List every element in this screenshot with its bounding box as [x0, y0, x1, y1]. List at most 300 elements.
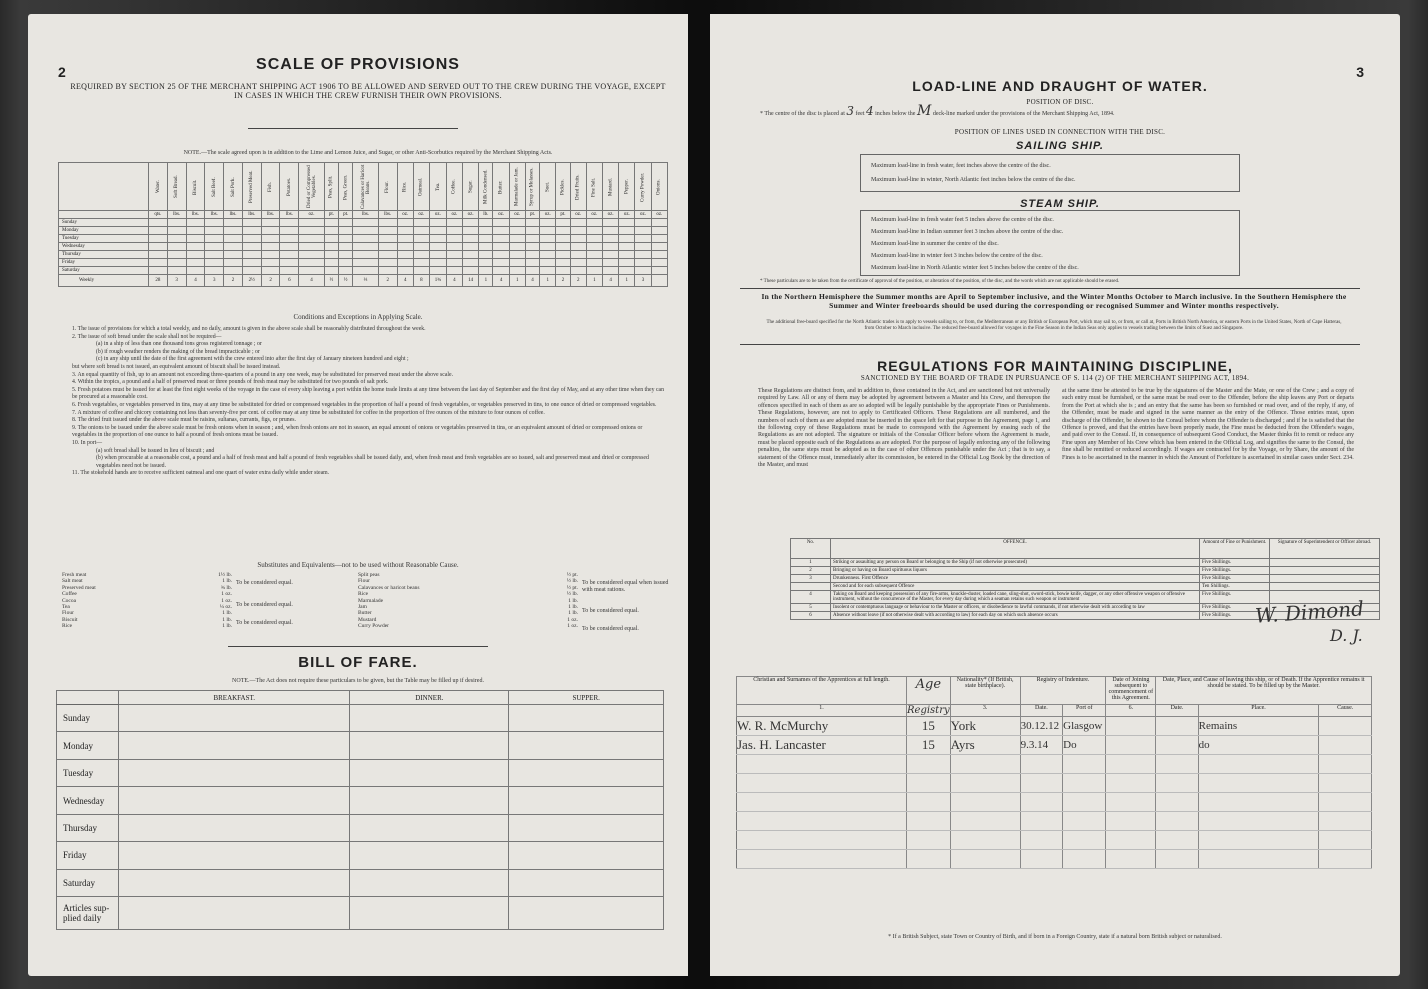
prov-cell	[570, 259, 586, 267]
bill-cell	[350, 705, 509, 732]
substitute-qty: 1 lb.	[222, 623, 232, 630]
superintendent-initials: D. J.	[1330, 626, 1363, 645]
sub-equal-1: To be considered equal.	[236, 580, 293, 586]
substitutes-title: Substitutes and Equivalents—not to be used without Reasonable Cause.	[257, 561, 459, 569]
prov-col-header: Fine Salt.	[586, 163, 602, 211]
bill-cell	[119, 705, 350, 732]
prov-cell	[413, 235, 429, 243]
prov-cell	[205, 235, 224, 243]
prov-cell	[242, 259, 261, 267]
prov-cell	[186, 235, 205, 243]
bill-day-row	[57, 897, 664, 930]
prov-cell	[446, 235, 462, 243]
apprentice-cell	[1156, 774, 1198, 793]
bill-cell	[350, 869, 509, 896]
offence-no: 5	[791, 604, 831, 612]
substitutes-mid	[358, 572, 578, 630]
apprentice-cell	[737, 793, 907, 812]
prov-weekly-value: 1	[619, 275, 635, 287]
condition-item: 5. Fresh potatoes must be issued for at least the first eight weeks of the voyage in the case of every ship leaving a port within the home trade limits at any time between the last day of September and the first day of May, and at any other time when they can be procured at a reasonable cost.	[72, 386, 665, 401]
bill-day-row	[57, 869, 664, 896]
prov-unit: oz.	[509, 211, 525, 219]
prov-cell	[378, 219, 397, 227]
prov-cell	[261, 259, 280, 267]
offence-fine: Five Shillings.	[1200, 591, 1270, 604]
apprentice-nationality: Ayrs	[950, 736, 1020, 755]
substitute-qty: 1 oz.	[567, 616, 578, 623]
bill-day-label: Thursday	[57, 814, 119, 841]
steam-line: Maximum load-line in Indian summer feet 3 inches above the centre of the disc.	[871, 229, 1064, 235]
apprentice-cell	[950, 755, 1020, 774]
prov-unit: oz.	[635, 211, 651, 219]
substitute-item: Fresh meat	[62, 572, 87, 578]
offence-row	[791, 583, 1380, 591]
prov-day-label: Tuesday	[59, 235, 149, 243]
app-num-3: 3.	[950, 705, 1020, 717]
page-number-left: 2	[58, 64, 66, 80]
prov-cell	[430, 235, 447, 243]
right-page	[710, 14, 1400, 976]
prov-cell	[446, 251, 462, 259]
bill-day-label: Saturday	[57, 869, 119, 896]
prov-col-header: Milk Condensed.	[479, 163, 493, 211]
apprentice-cell	[1198, 812, 1319, 831]
prov-cell	[525, 251, 539, 259]
apprentice-empty-row	[737, 774, 1372, 793]
condition-item: 6. Fresh vegetables, or vegetables preserved in tins, may at any time be substituted for dried or compressed vegetables in the proportion of half a pound of fresh vegetables, or vegetables preserved in tins, to one ounce of dried or compressed vegetables.	[72, 401, 657, 408]
prov-day-row	[59, 243, 668, 251]
prov-cell	[242, 267, 261, 275]
prov-weekly-value: 4	[186, 275, 205, 287]
condition-item: (a) soft bread shall be issued in lieu of biscuit ; and	[96, 447, 215, 454]
prov-cell	[324, 227, 338, 235]
apprentice-cell	[1020, 774, 1063, 793]
substitute-row	[62, 623, 232, 629]
condition-item: 11. The stokehold hands are to receive sufficient oatmeal and one quart of water extra daily while under steam.	[72, 470, 330, 477]
apprentice-cell	[1198, 831, 1319, 850]
apprentice-cell	[907, 755, 951, 774]
apprentice-cell	[1106, 774, 1156, 793]
prov-cell	[493, 267, 509, 275]
condition-item: 10. In port—	[72, 439, 103, 446]
bill-cell	[509, 897, 664, 930]
prov-cell	[446, 243, 462, 251]
prov-unit: oz.	[619, 211, 635, 219]
offence-text: Striking or assaulting any person on Board or belonging to the Ship (if not otherwise prosecuted)	[831, 559, 1200, 567]
prov-day-label: Monday	[59, 227, 149, 235]
prov-cell	[619, 235, 635, 243]
offence-text: Absence without leave (if not otherwise dealt with according to law) for each day on which such absence occurs	[831, 612, 1200, 620]
app-header-name: Christian and Surnames of the Apprentices at full length.	[737, 677, 907, 705]
bill-cell	[350, 897, 509, 930]
prov-cell	[540, 219, 556, 227]
offence-fine: Five Shillings.	[1200, 567, 1270, 575]
apprentices-table	[736, 676, 1372, 869]
apprentice-cell	[1063, 812, 1106, 831]
prov-cell	[619, 219, 635, 227]
prov-cell	[339, 259, 353, 267]
apprentice-cell	[950, 812, 1020, 831]
prov-cell	[556, 243, 570, 251]
offence-row	[791, 567, 1380, 575]
prov-unit: lb.	[479, 211, 493, 219]
apprentice-cell	[1063, 774, 1106, 793]
prov-cell	[463, 259, 479, 267]
prov-unit: oz.	[603, 211, 619, 219]
prov-col-header: Peas, Split.	[324, 163, 338, 211]
apprentice-cell	[1198, 850, 1319, 869]
prov-cell	[167, 219, 186, 227]
prov-col-header: Butter.	[493, 163, 509, 211]
prov-cell	[430, 243, 447, 251]
prov-cell	[324, 219, 338, 227]
prov-cell	[167, 251, 186, 259]
prov-cell	[149, 251, 168, 259]
prov-cell	[556, 259, 570, 267]
prov-weekly-value: 14	[463, 275, 479, 287]
position-of-disc: POSITION OF DISC.	[1026, 98, 1094, 106]
substitute-item: Flour	[62, 610, 74, 617]
prov-cell	[378, 259, 397, 267]
bill-cell	[119, 897, 350, 930]
prov-cell	[397, 251, 413, 259]
prov-col-header: Sugar.	[463, 163, 479, 211]
prov-col-header: Fish.	[261, 163, 280, 211]
prov-cell	[525, 243, 539, 251]
prov-weekly-value: 1	[509, 275, 525, 287]
prov-cell	[280, 259, 299, 267]
substitute-item: Jam	[358, 604, 367, 611]
sailing-ship-heading: SAILING SHIP.	[1016, 140, 1104, 152]
bill-day-row	[57, 732, 664, 759]
prov-cell	[493, 243, 509, 251]
prov-weekly-value: 1	[586, 275, 602, 287]
prov-cell	[167, 267, 186, 275]
prov-cell	[556, 267, 570, 275]
steam-line: Maximum load-line in fresh water feet 5 inches above the centre of the disc.	[871, 217, 1054, 223]
prov-unit: pt.	[556, 211, 570, 219]
bill-of-fare-table	[56, 690, 664, 930]
prov-cell	[280, 243, 299, 251]
apprentice-cell	[1198, 774, 1319, 793]
prov-cell	[556, 219, 570, 227]
prov-cell	[299, 219, 325, 227]
prov-unit: oz.	[463, 211, 479, 219]
bill-header-dinner: DINNER.	[350, 691, 509, 705]
prov-cell	[339, 235, 353, 243]
prov-cell	[430, 259, 447, 267]
prov-cell	[280, 235, 299, 243]
bill-cell	[119, 869, 350, 896]
prov-cell	[430, 219, 447, 227]
sailing-line: Maximum load-line in winter, North Atlantic feet inches below the centre of the disc.	[871, 177, 1076, 183]
apprentice-leave-cause	[1319, 717, 1372, 736]
prov-col-header: Rice.	[397, 163, 413, 211]
prov-cell	[149, 243, 168, 251]
offence-fine: Five Shillings.	[1200, 559, 1270, 567]
prov-cell	[479, 251, 493, 259]
prov-cell	[167, 227, 186, 235]
bill-cell	[119, 814, 350, 841]
bill-cell	[350, 814, 509, 841]
apprentice-cell	[737, 850, 907, 869]
prov-cell	[397, 219, 413, 227]
offence-signature-cell	[1270, 583, 1380, 591]
prov-cell	[397, 267, 413, 275]
bill-day-label: Friday	[57, 842, 119, 869]
bill-day-label: Articles sup-plied daily	[57, 897, 119, 930]
apprentice-nationality: York	[950, 717, 1020, 736]
prov-cell	[525, 219, 539, 227]
prov-cell	[635, 227, 651, 235]
apprentice-name: Jas. H. Lancaster	[737, 736, 907, 755]
prov-cell	[430, 227, 447, 235]
conditions-list	[62, 326, 668, 478]
offence-row	[791, 575, 1380, 583]
bill-cell	[509, 705, 664, 732]
prov-cell	[324, 259, 338, 267]
apprentice-cell	[1319, 812, 1372, 831]
prov-unit: lbs.	[205, 211, 224, 219]
prov-col-header: Pepper.	[619, 163, 635, 211]
bill-cell	[119, 842, 350, 869]
substitute-item: Curry Powder	[358, 623, 390, 630]
prov-cell	[378, 267, 397, 275]
substitute-item: Mustard	[358, 616, 377, 623]
prov-cell	[205, 227, 224, 235]
prov-cell	[224, 219, 243, 227]
prov-col-header: Salt Pork.	[224, 163, 243, 211]
app-num-1: 1.	[737, 705, 907, 717]
apprentice-leave-cause	[1319, 736, 1372, 755]
bill-day-label: Monday	[57, 732, 119, 759]
prov-cell	[261, 219, 280, 227]
bill-cell	[350, 732, 509, 759]
prov-cell	[186, 227, 205, 235]
prov-cell	[509, 219, 525, 227]
prov-cell	[635, 219, 651, 227]
apprentice-cell	[1156, 793, 1198, 812]
prov-cell	[324, 267, 338, 275]
apprentice-cell	[1063, 755, 1106, 774]
substitute-qty: 1 oz.	[221, 597, 232, 604]
prov-weekly-value: 1	[540, 275, 556, 287]
substitute-row	[358, 623, 578, 629]
prov-cell	[586, 251, 602, 259]
condition-item: 2. The issue of soft bread under the scale shall not be required—	[72, 333, 222, 340]
prov-cell	[603, 243, 619, 251]
particulars-note: * These particulars are to be taken from the certificate of approval of the position, or alteration of the position, of the disc, and the words which are not applicable should be erased.	[760, 279, 1120, 284]
prov-cell	[280, 219, 299, 227]
substitute-qty: ½ pt.	[566, 572, 578, 578]
apprentice-reg-date: 9.3.14	[1020, 736, 1063, 755]
apprentice-reg-port: Glasgow	[1063, 717, 1106, 736]
disc-line	[760, 103, 1380, 119]
prov-cell	[397, 235, 413, 243]
disc-text-post: deck-line marked under the provisions of the Merchant Shipping Act, 1894.	[932, 111, 1115, 117]
prov-cell	[205, 259, 224, 267]
offence-signature-cell	[1270, 575, 1380, 583]
disc-deck: M	[916, 103, 932, 119]
prov-cell	[339, 219, 353, 227]
prov-cell	[586, 227, 602, 235]
prov-cell	[493, 259, 509, 267]
apprentice-joining	[1106, 717, 1156, 736]
apprentice-cell	[1156, 831, 1198, 850]
prov-cell	[509, 227, 525, 235]
page-number-right: 3	[1356, 64, 1364, 80]
apprentice-cell	[1106, 812, 1156, 831]
prov-cell	[242, 219, 261, 227]
substitute-qty: ¼ oz.	[219, 604, 232, 611]
prov-cell	[586, 243, 602, 251]
prov-cell	[205, 219, 224, 227]
bill-header-breakfast: BREAKFAST.	[119, 691, 350, 705]
prov-cell	[493, 227, 509, 235]
prov-unit: oz.	[446, 211, 462, 219]
prov-cell	[149, 259, 168, 267]
prov-cell	[635, 267, 651, 275]
condition-item: 4. Within the tropics, a pound and a half of preserved meat or three pounds of fresh meat may be substituted for two pounds of salt pork.	[72, 379, 389, 386]
apprentice-cell	[1106, 755, 1156, 774]
prov-unit: oz.	[570, 211, 586, 219]
prov-col-header: Marmalade or Jam.	[509, 163, 525, 211]
prov-cell	[224, 243, 243, 251]
offence-no: 2	[791, 567, 831, 575]
prov-cell	[493, 219, 509, 227]
prov-cell	[378, 227, 397, 235]
prov-cell	[463, 219, 479, 227]
apprentice-empty-row	[737, 793, 1372, 812]
prov-cell	[353, 219, 379, 227]
substitute-item: Salt meat	[62, 578, 83, 585]
apprentice-cell	[907, 812, 951, 831]
app-registry-note	[907, 705, 951, 717]
prov-cell	[509, 251, 525, 259]
bill-day-row	[57, 814, 664, 841]
provisions-subtitle: REQUIRED BY SECTION 25 OF THE MERCHANT SHIPPING ACT 1906 TO BE ALLOWED AND SERVED OUT TO THE CREW DURING THE VOYAGE, EXCEPT IN CASES IN WHICH THE CREW FURNISH THEIR OWN PROVISIONS.	[70, 82, 666, 100]
prov-cell	[446, 259, 462, 267]
condition-item: 3. An equal quantity of fish, up to an amount not exceeding three-quarters of a pound in any one week, may be substituted for preserved meat under the above scale.	[72, 371, 454, 378]
bill-cell	[509, 814, 664, 841]
substitute-qty: 1½ lb.	[218, 572, 232, 578]
disc-feet-label: feet	[855, 111, 865, 117]
condition-item: (b) when procurable at a reasonable cost, a pound and a half of fresh meat and half a pound of fresh vegetables shall be issued daily, and, when fresh meat and fresh vegetables are so issued, salt and preserved meat and dried or compressed vegetables need not be issued.	[96, 455, 649, 469]
sub-equal-4: To be considered equal.	[582, 608, 639, 614]
app-header-joining: Date of Joining subsequent to commencement of this Agreement.	[1106, 677, 1156, 705]
apprentice-cell	[1319, 850, 1372, 869]
substitute-qty: 1 lb.	[222, 610, 232, 617]
sub-equal-meat: To be considered equal when issued with meat rations.	[582, 580, 669, 593]
prov-cell	[525, 267, 539, 275]
prov-cell	[525, 235, 539, 243]
prov-cell	[540, 267, 556, 275]
prov-cell	[186, 219, 205, 227]
prov-weekly-value: 8	[413, 275, 429, 287]
prov-cell	[299, 259, 325, 267]
prov-cell	[556, 227, 570, 235]
substitute-item: Coffee	[62, 591, 77, 598]
prov-col-header: Coffee.	[446, 163, 462, 211]
prov-weekly-value: 4	[603, 275, 619, 287]
offence-text: Insolent or contemptuous language or behaviour to the Master or officers, or disobedience to lawful commands, if not otherwise dealt with according to law	[831, 604, 1200, 612]
bill-note: NOTE.—The Act does not require these particulars to be given, but the Table may be filled up if desired.	[232, 678, 484, 684]
substitute-qty: 1 lb.	[568, 604, 578, 611]
app-header-registry: Registry of Indenture.	[1020, 677, 1106, 705]
prov-cell	[167, 259, 186, 267]
prov-cell	[353, 259, 379, 267]
prov-col-header: Flour.	[378, 163, 397, 211]
apprentice-cell	[1156, 850, 1198, 869]
prov-col-header: Preserved Meat.	[242, 163, 261, 211]
prov-cell	[493, 235, 509, 243]
prov-cell	[224, 267, 243, 275]
substitute-item: Split peas	[358, 572, 380, 578]
prov-col-header: Dried Fruits.	[570, 163, 586, 211]
prov-cell	[603, 267, 619, 275]
prov-cell	[205, 243, 224, 251]
prov-col-header: Potatoes.	[280, 163, 299, 211]
prov-cell	[299, 227, 325, 235]
prov-unit: pt.	[339, 211, 353, 219]
prov-day-row	[59, 259, 668, 267]
disc-inches-label: inches below the	[875, 111, 916, 117]
prov-col-header: Calavances or Haricot Beans.	[353, 163, 379, 211]
apprentice-cell	[1020, 755, 1063, 774]
prov-cell	[540, 227, 556, 235]
apprentice-cell	[1319, 755, 1372, 774]
prov-cell	[570, 227, 586, 235]
prov-cell	[339, 227, 353, 235]
prov-cell	[413, 251, 429, 259]
prov-weekly-value: 4	[446, 275, 462, 287]
prov-cell	[493, 251, 509, 259]
disc-text-pre: * The centre of the disc is placed at	[760, 111, 845, 117]
apprentice-cell	[907, 774, 951, 793]
prov-weekly-value: 4	[525, 275, 539, 287]
prov-cell	[353, 243, 379, 251]
prov-cell	[479, 267, 493, 275]
apprentice-name: W. R. McMurchy	[737, 717, 907, 736]
prov-cell	[619, 227, 635, 235]
loadline-title: LOAD-LINE AND DRAUGHT OF WATER.	[912, 78, 1208, 94]
substitute-item: Butter	[358, 610, 372, 617]
prov-cell	[430, 251, 447, 259]
prov-weekly-value: 2	[261, 275, 280, 287]
prov-cell	[339, 251, 353, 259]
prov-cell	[280, 227, 299, 235]
prov-cell	[479, 219, 493, 227]
prov-weekly-value	[651, 275, 667, 287]
apprentice-cell	[950, 774, 1020, 793]
sailing-line: Maximum load-line in fresh water, feet inches above the centre of the disc.	[871, 163, 1051, 169]
offence-fine: Five Shillings.	[1200, 604, 1270, 612]
bill-cell	[509, 869, 664, 896]
prov-cell	[651, 259, 667, 267]
offence-fine: Five Shillings.	[1200, 575, 1270, 583]
prov-unit: oz.	[651, 211, 667, 219]
prov-weekly-value: 28	[149, 275, 168, 287]
bill-day-row	[57, 705, 664, 732]
prov-col-header: Mustard.	[603, 163, 619, 211]
prov-unit: oz.	[413, 211, 429, 219]
prov-unit: oz.	[540, 211, 556, 219]
position-lines: POSITION OF LINES USED IN CONNECTION WITH THE DISC.	[954, 128, 1166, 136]
prov-day-row	[59, 251, 668, 259]
freeboard-note: The additional free-board specified for the North Atlantic trades is to apply to vessels sailing to, or from, the Mediterranean or any British or European Port, which may sail to, or from, or call at, Ports in British North America, or eastern Ports in the United States, North of Cape Hatteras, from October to March inclusive. The reduced free-board allowed for voyages in the Fine Season in the Indian Seas only applies to vessels trading between the limits of Suez and Singapore.	[766, 320, 1342, 331]
condition-item: (c) in any ship until the date of the first agreement with the crew entered into after the first day of January nineteen hundred and eight ;	[96, 356, 409, 363]
offence-no: 1	[791, 559, 831, 567]
